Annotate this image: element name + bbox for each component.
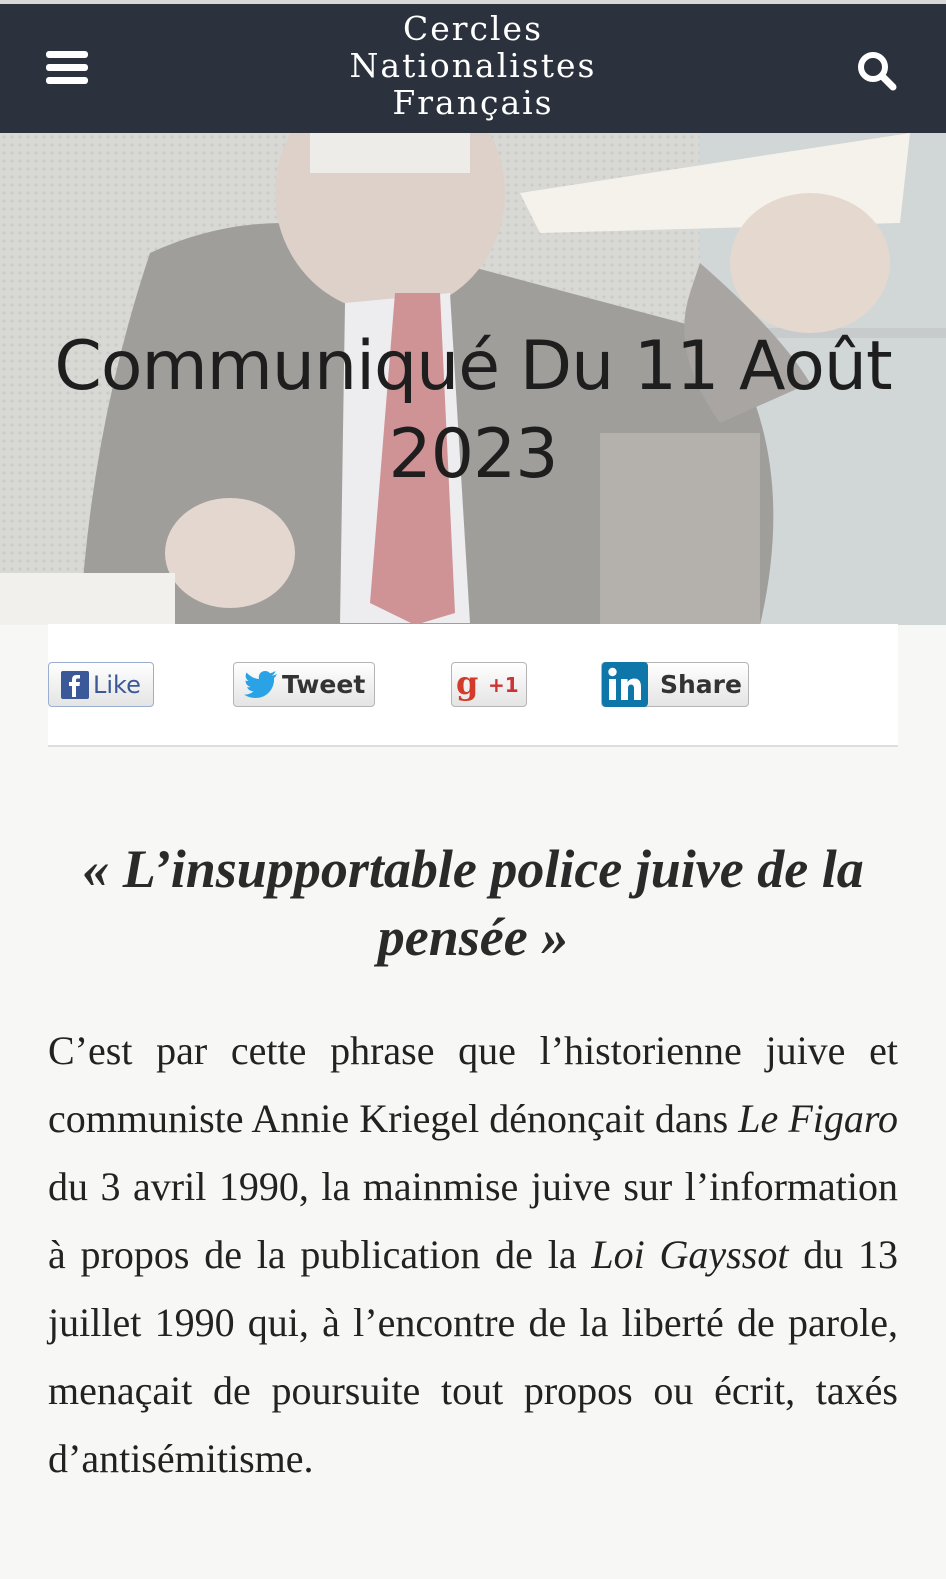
paragraph-text-3: du 13 juillet 1990 qui, à l’encontre de la liberté de parole, menaçait de poursuite tout propos ou écrit, taxés d’antisémitisme. <box>48 1232 899 1481</box>
facebook-like-button[interactable] <box>48 662 154 707</box>
hamburger-menu-icon[interactable] <box>46 51 88 87</box>
brand-line-1: Cercles <box>402 9 544 48</box>
plus-one-label: +1 <box>488 672 519 697</box>
tweet-label: Tweet <box>282 670 366 699</box>
linkedin-icon <box>602 662 648 707</box>
brand-line-2: Nationalistes <box>349 46 597 85</box>
tweet-button[interactable] <box>233 662 375 707</box>
linkedin-share-button[interactable] <box>601 662 749 707</box>
facebook-icon <box>61 671 89 699</box>
google-plus-one-button[interactable] <box>451 662 527 707</box>
paragraph-text-1: C’est par cette phrase que l’historienne juive et communiste Annie Kriegel dénonçait dans <box>48 1028 898 1141</box>
article-body <box>48 835 898 1493</box>
google-plus-icon <box>456 668 482 702</box>
twitter-bird-icon <box>244 671 278 699</box>
page-title: Communiqué Du 11 Août 2023 <box>54 327 892 494</box>
brand-line-3: Français <box>392 83 554 122</box>
facebook-like-label: Like <box>93 670 141 699</box>
hero-banner <box>0 133 946 625</box>
newspaper-name: Le Figaro <box>738 1096 898 1141</box>
linkedin-share-label: Share <box>660 670 742 699</box>
article-paragraph <box>48 1017 898 1493</box>
site-brand-link[interactable] <box>273 10 673 121</box>
top-navigation-bar <box>0 0 946 133</box>
article-headline: « L’insupportable police juive de la pensée » <box>82 839 864 967</box>
paragraph-text-2: du 3 avril 1990, la mainmise juive sur l’information à propos de la publication de la <box>48 1164 898 1277</box>
social-share-bar <box>48 624 898 747</box>
svg-text:g: g <box>456 667 479 702</box>
search-icon[interactable] <box>856 50 898 92</box>
law-name: Loi Gayssot <box>591 1232 789 1277</box>
